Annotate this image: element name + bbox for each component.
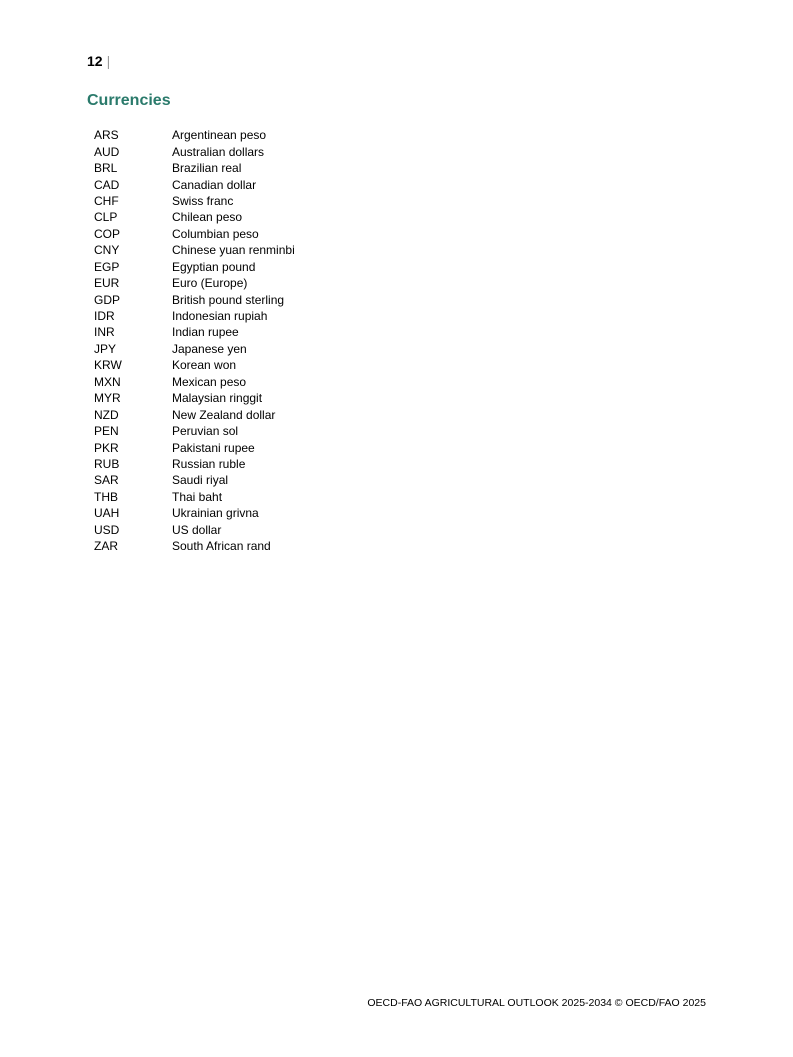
currency-name: Argentinean peso: [172, 128, 267, 143]
currency-name: Columbian peso: [172, 226, 259, 241]
currency-code: THB: [94, 489, 118, 504]
currency-code: INR: [94, 325, 115, 340]
currency-row: [94, 439, 295, 455]
currency-row: [94, 374, 295, 390]
currency-row: [94, 259, 295, 275]
currency-code: CNY: [94, 243, 120, 258]
currency-code: MXN: [94, 374, 121, 389]
currency-name: Mexican peso: [172, 374, 247, 389]
currency-row: [94, 176, 295, 192]
currency-row: [94, 324, 295, 340]
currency-row: [94, 538, 295, 554]
currency-name: Swiss franc: [172, 193, 234, 208]
currency-name: Chinese yuan renminbi: [172, 243, 295, 258]
currency-row: [94, 127, 295, 143]
currency-name: Indonesian rupiah: [172, 309, 268, 324]
currency-row: [94, 522, 295, 538]
currency-name: South African rand: [172, 539, 271, 554]
currency-row: [94, 308, 295, 324]
currency-table: [94, 127, 295, 554]
currency-name: Japanese yen: [172, 341, 247, 356]
currency-row: [94, 489, 295, 505]
currency-name: British pound sterling: [172, 292, 285, 307]
currency-name: Russian ruble: [172, 456, 246, 471]
page-footer: OECD-FAO AGRICULTURAL OUTLOOK 2025-2034 © OECD/FAO 2025: [367, 997, 706, 1009]
currency-row: [94, 341, 295, 357]
currency-code: SAR: [94, 473, 119, 488]
currency-name: Chilean peso: [172, 210, 243, 225]
currency-name: Euro (Europe): [172, 276, 248, 291]
currency-code: PEN: [94, 424, 119, 439]
currency-row: [94, 291, 295, 307]
currency-code: RUB: [94, 456, 120, 471]
page-number: 12: [87, 53, 103, 69]
currency-name: Ukrainian grivna: [172, 506, 259, 521]
currency-code: AUD: [94, 144, 120, 159]
currency-name: Brazilian real: [172, 161, 242, 176]
currency-row: [94, 357, 295, 373]
currency-row: [94, 160, 295, 176]
currency-code: COP: [94, 226, 121, 241]
currency-row: [94, 505, 295, 521]
currency-code: GDP: [94, 292, 121, 307]
currency-code: EGP: [94, 259, 120, 274]
currency-name: Pakistani rupee: [172, 440, 255, 455]
currency-row: [94, 193, 295, 209]
currency-name: Egyptian pound: [172, 259, 256, 274]
currency-code: CLP: [94, 210, 118, 225]
currency-name: Thai baht: [172, 489, 223, 504]
currency-code: PKR: [94, 440, 119, 455]
currency-code: CHF: [94, 193, 119, 208]
currency-name: Korean won: [172, 358, 237, 373]
header-separator: |: [106, 53, 111, 69]
currency-code: BRL: [94, 161, 118, 176]
currency-code: UAH: [94, 506, 120, 521]
currency-row: [94, 209, 295, 225]
section-title: Currencies: [87, 92, 171, 109]
currency-table-body: [94, 127, 295, 554]
currency-name: Canadian dollar: [172, 177, 257, 192]
currency-code: ZAR: [94, 539, 118, 554]
currency-name: New Zealand dollar: [172, 407, 276, 422]
currency-name: Australian dollars: [172, 144, 265, 159]
currency-code: USD: [94, 522, 120, 537]
currency-row: [94, 275, 295, 291]
currency-code: ARS: [94, 128, 119, 143]
currency-code: JPY: [94, 341, 117, 356]
currency-row: [94, 143, 295, 159]
currency-row: [94, 423, 295, 439]
currency-name: US dollar: [172, 522, 222, 537]
currency-name: Indian rupee: [172, 325, 239, 340]
currency-code: NZD: [94, 407, 119, 422]
currency-row: [94, 456, 295, 472]
page-header: [87, 52, 110, 70]
currency-name: Malaysian ringgit: [172, 391, 263, 406]
currency-row: [94, 390, 295, 406]
currency-code: EUR: [94, 276, 120, 291]
currency-name: Peruvian sol: [172, 424, 239, 439]
currency-code: IDR: [94, 309, 115, 324]
currency-row: [94, 472, 295, 488]
currency-row: [94, 226, 295, 242]
currency-name: Saudi riyal: [172, 473, 229, 488]
currency-row: [94, 406, 295, 422]
currency-code: MYR: [94, 391, 121, 406]
currency-code: KRW: [94, 358, 122, 373]
currency-row: [94, 242, 295, 258]
currency-code: CAD: [94, 177, 120, 192]
